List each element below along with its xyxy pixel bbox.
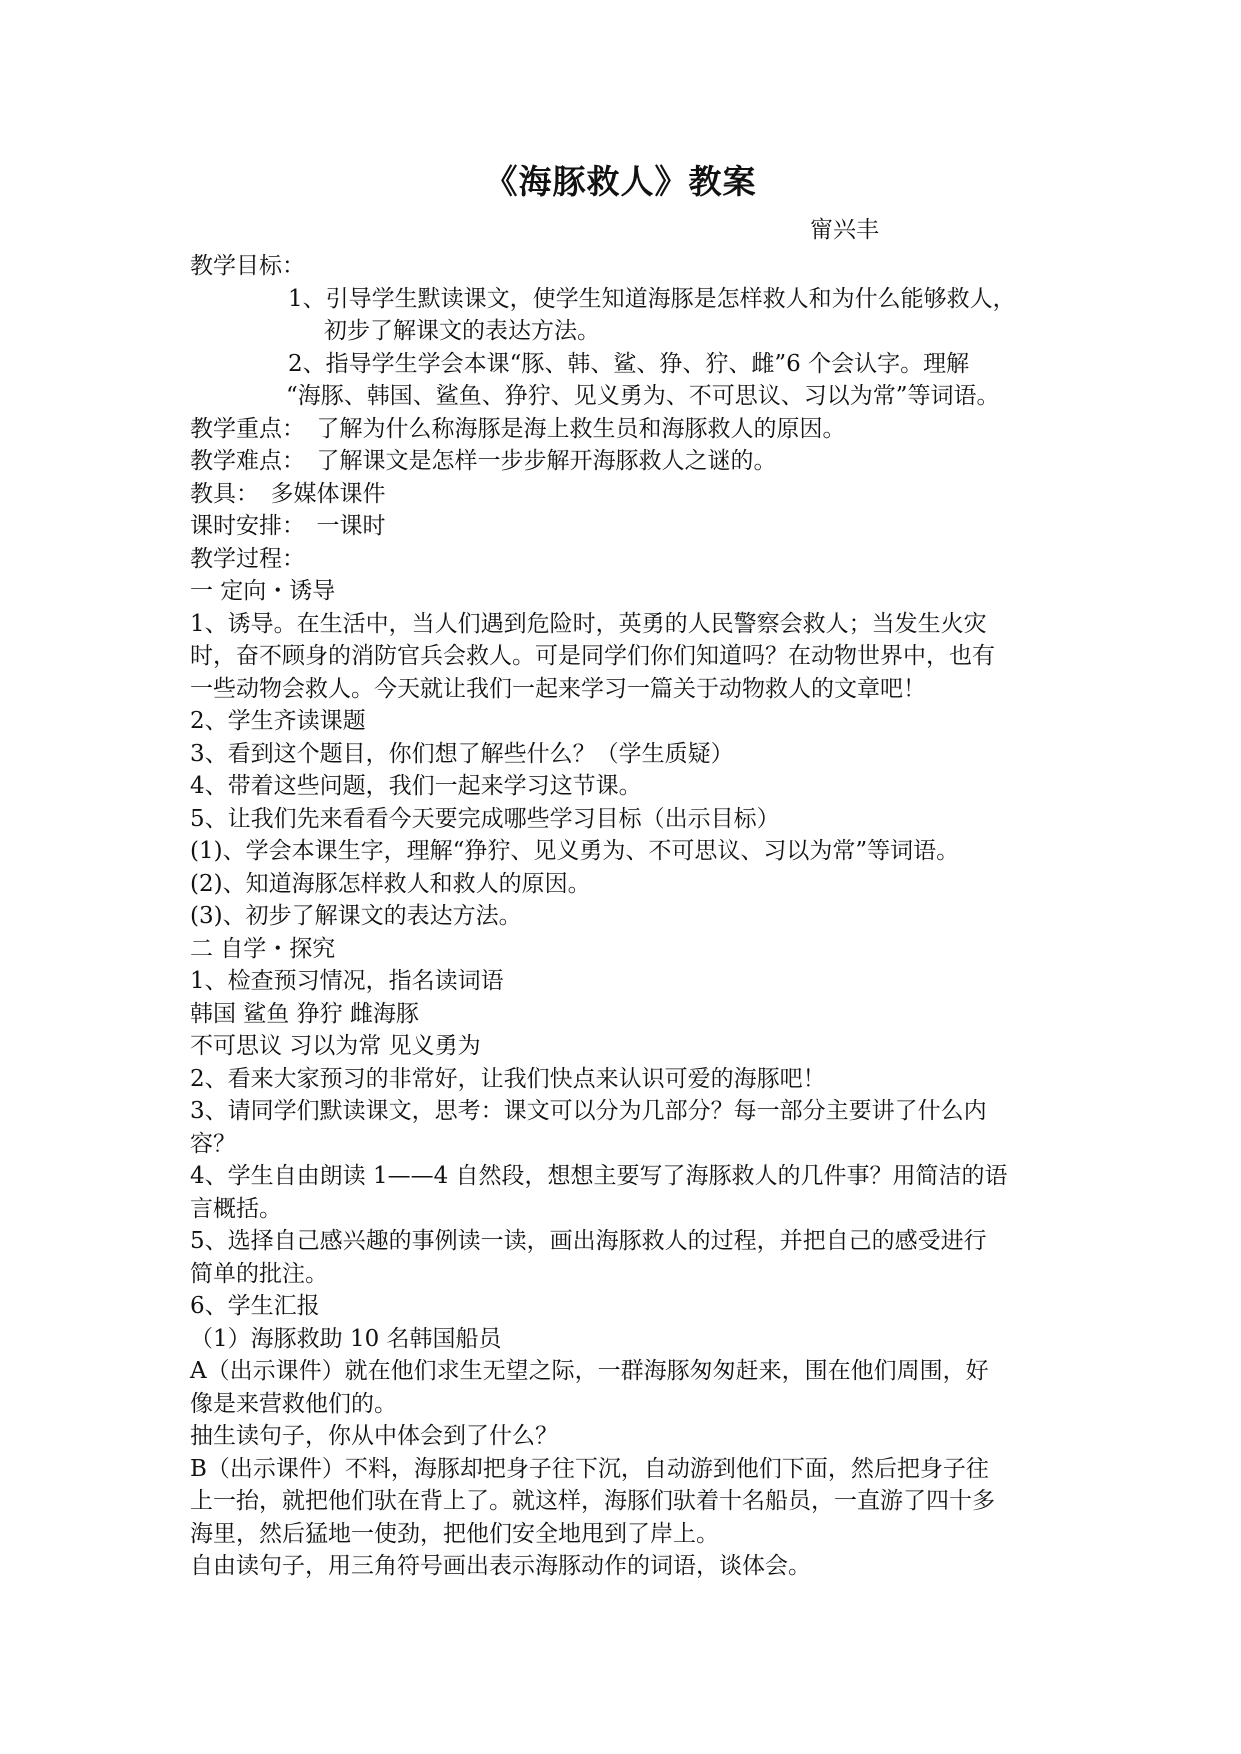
vocabulary-line-2: 不可思议 习以为常 见义勇为 (190, 1033, 481, 1059)
schedule-line: 课时安排： 一课时 (190, 513, 386, 539)
vocabulary-line-1: 韩国 鲨鱼 狰狞 雌海豚 (190, 1000, 419, 1027)
goal-item-2: (2)、知道海豚怎样救人和救人的原因。 (190, 870, 591, 897)
goal-item-3: (3)、初步了解课文的表达方法。 (190, 903, 522, 929)
document-author: 甯兴丰 (810, 217, 879, 243)
paragraph-line: 5、让我们先来看看今天要完成哪些学习目标（出示目标） (190, 805, 780, 832)
teaching-aids-line: 教具： 多媒体课件 (190, 480, 386, 507)
document-body (190, 250, 1060, 1583)
objective-2-line-2: “海豚、韩国、鲨鱼、狰狞、见义勇为、不可思议、习以为常”等词语。 (286, 383, 1000, 409)
paragraph-line: 像是来营救他们的。 (190, 1390, 397, 1417)
paragraph-line: 1、检查预习情况，指名读词语 (190, 968, 504, 994)
paragraph-line: 容？ (190, 1130, 236, 1157)
paragraph-line: 3、请同学们默读课文，思考：课文可以分为几部分？每一部分主要讲了什么内 (190, 1098, 987, 1124)
key-point-line: 教学重点： 了解为什么称海豚是海上救生员和海豚救人的原因。 (190, 415, 846, 442)
objective-1-line-2: 初步了解课文的表达方法。 (324, 318, 600, 344)
paragraph-line: B（出示课件）不料，海豚却把身子往下沉，自动游到他们下面，然后把身子往 (190, 1455, 989, 1482)
paragraph-line: 2、看来大家预习的非常好，让我们快点来认识可爱的海豚吧！ (190, 1065, 826, 1092)
paragraph-line: 言概括。 (190, 1195, 282, 1222)
paragraph-line: 4、学生自由朗读 1——4 自然段，想想主要写了海豚救人的几件事？用简洁的语 (190, 1163, 1008, 1189)
paragraph-line: 一些动物会救人。今天就让我们一起来学习一篇关于动物救人的文章吧！ (190, 675, 926, 702)
paragraph-line: 4、带着这些问题，我们一起来学习这节课。 (190, 773, 642, 799)
paragraph-line: A（出示课件）就在他们求生无望之际，一群海豚匆匆赶来，围在他们周围，好 (190, 1358, 989, 1384)
objective-2-line-1: 2、指导学生学会本课“豚、韩、鲨、狰、狞、雌”6 个会认字。理解 (288, 350, 970, 377)
paragraph-line: 3、看到这个题目，你们想了解些什么？（学生质疑） (190, 740, 734, 767)
paragraph-line: 2、学生齐读课题 (190, 708, 366, 734)
goal-item-1: (1)、学会本课生字，理解“狰狞、见义勇为、不可思议、习以为常”等词语。 (190, 838, 960, 864)
part-1-heading: 一 定向・诱导 (190, 578, 336, 604)
objective-1-line-1: 1、引导学生默读课文，使学生知道海豚是怎样救人和为什么能够救人， (288, 285, 1016, 312)
section-heading-objectives: 教学目标： (190, 253, 305, 279)
paragraph-line: 1、诱导。在生活中，当人们遇到危险时，英勇的人民警察会救人；当发生火灾 (190, 610, 987, 637)
report-item-heading: （1）海豚救助 10 名韩国船员 (190, 1325, 502, 1352)
paragraph-line: 简单的批注。 (190, 1260, 328, 1287)
paragraph-line: 上一抬，就把他们驮在背上了。就这样，海豚们驮着十名船员，一直游了四十多 (190, 1488, 995, 1514)
paragraph-line: 自由读句子，用三角符号画出表示海豚动作的词语，谈体会。 (190, 1553, 811, 1579)
paragraph-line: 6、学生汇报 (190, 1293, 320, 1319)
paragraph-line: 海里，然后猛地一使劲，把他们安全地甩到了岸上。 (190, 1520, 719, 1547)
part-2-heading: 二 自学・探究 (190, 935, 336, 962)
paragraph-line: 5、选择自己感兴趣的事例读一读，画出海豚救人的过程，并把自己的感受进行 (190, 1228, 987, 1254)
document-title: 《海豚救人》教案 (484, 162, 757, 201)
paragraph-line: 抽生读句子，你从中体会到了什么？ (190, 1423, 558, 1449)
difficulty-line: 教学难点： 了解课文是怎样一步步解开海豚救人之谜的。 (190, 448, 777, 474)
section-heading-process: 教学过程： (190, 545, 305, 572)
paragraph-line: 时，奋不顾身的消防官兵会救人。可是同学们你们知道吗？在动物世界中，也有 (190, 643, 995, 669)
